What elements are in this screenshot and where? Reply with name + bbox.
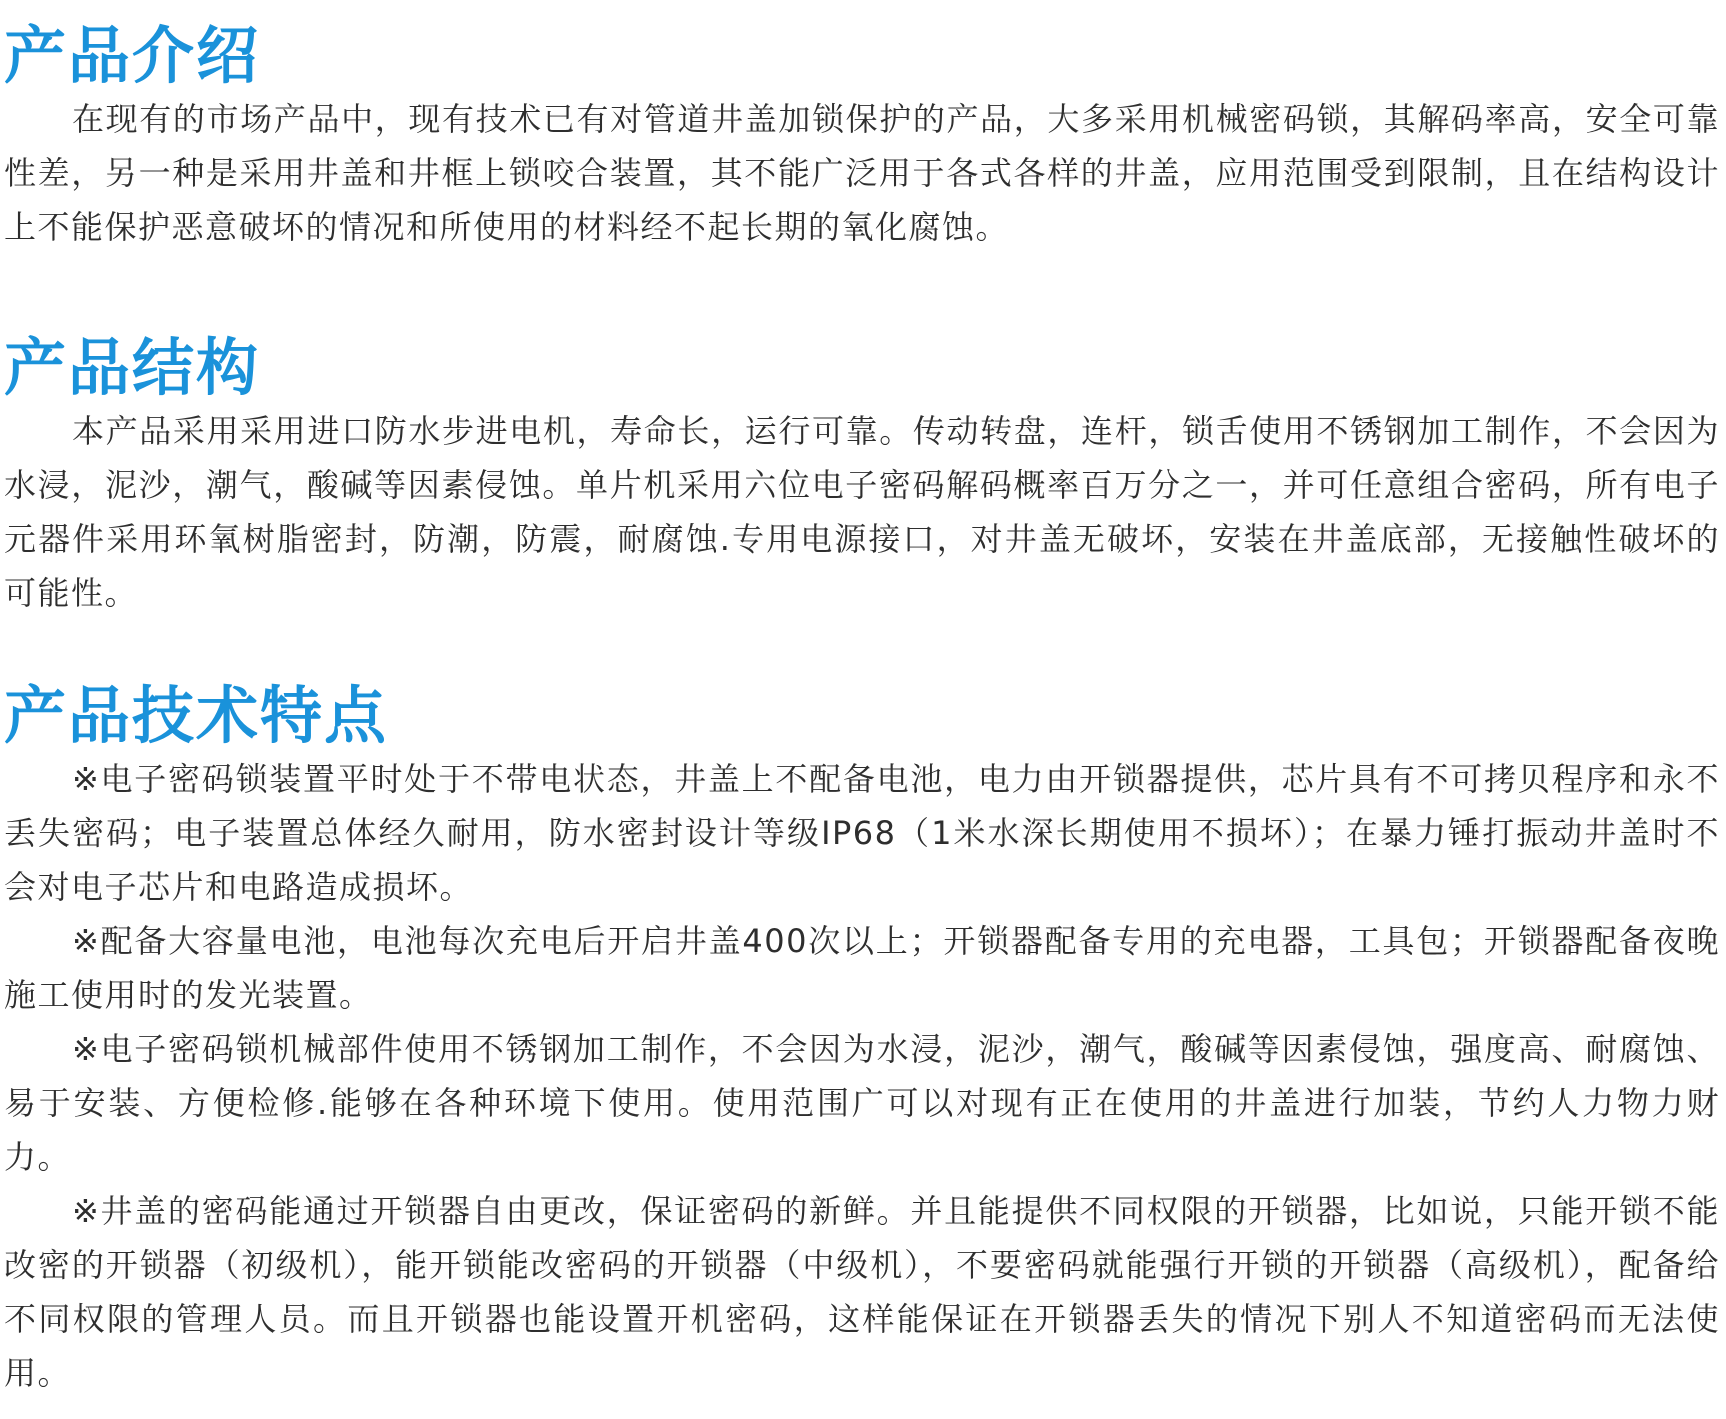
- section-product-features: [4, 680, 1720, 1400]
- section-body: [4, 752, 1720, 1400]
- section-title: 产品结构: [4, 331, 261, 404]
- feature-paragraph: ※井盖的密码能通过开锁器自由更改，保证密码的新鲜。并且能提供不同权限的开锁器，比如说，只能开锁不能改密的开锁器（初级机），能开锁能改密码的开锁器（中级机），不要密码就能强行开锁的开锁器（高级机），配备给不同权限的管理人员。而且开锁器也能设置开机密码，这样能保证在开锁器丢失的情况下别人不知道密码而无法使用。: [4, 1192, 1720, 1392]
- paragraph: 在现有的市场产品中，现有技术已有对管道井盖加锁保护的产品，大多采用机械密码锁，其解码率高，安全可靠性差，另一种是采用井盖和井框上锁咬合装置，其不能广泛用于各式各样的井盖，应用范围受到限制，且在结构设计上不能保护恶意破坏的情况和所使用的材料经不起长期的氧化腐蚀。: [4, 100, 1720, 246]
- section-product-intro: [4, 20, 1720, 254]
- feature-paragraph: ※电子密码锁装置平时处于不带电状态，井盖上不配备电池，电力由开锁器提供，芯片具有不可拷贝程序和永不丢失密码；电子装置总体经久耐用，防水密封设计等级IP68（1米水深长期使用不损坏）；在暴力锤打振动井盖时不会对电子芯片和电路造成损坏。: [4, 760, 1720, 906]
- section-title: 产品技术特点: [4, 679, 389, 752]
- paragraph: 本产品采用采用进口防水步进电机，寿命长，运行可靠。传动转盘，连杆，锁舌使用不锈钢加工制作，不会因为水浸，泥沙，潮气，酸碱等因素侵蚀。单片机采用六位电子密码解码概率百万分之一，并可任意组合密码，所有电子元器件采用环氧树脂密封，防潮，防震，耐腐蚀.专用电源接口，对井盖无破坏，安装在井盖底部，无接触性破坏的可能性。: [4, 412, 1720, 612]
- section-product-structure: [4, 332, 1720, 620]
- section-body: [4, 404, 1720, 620]
- section-title: 产品介绍: [4, 19, 261, 92]
- feature-paragraph: ※电子密码锁机械部件使用不锈钢加工制作，不会因为水浸，泥沙，潮气，酸碱等因素侵蚀，强度高、耐腐蚀、易于安装、方便检修.能够在各种环境下使用。使用范围广可以对现有正在使用的井盖进行加装，节约人力物力财力。: [4, 1030, 1720, 1176]
- feature-paragraph: ※配备大容量电池，电池每次充电后开启井盖400次以上；开锁器配备专用的充电器，工具包；开锁器配备夜晚施工使用时的发光装置。: [4, 922, 1720, 1014]
- section-body: [4, 92, 1720, 254]
